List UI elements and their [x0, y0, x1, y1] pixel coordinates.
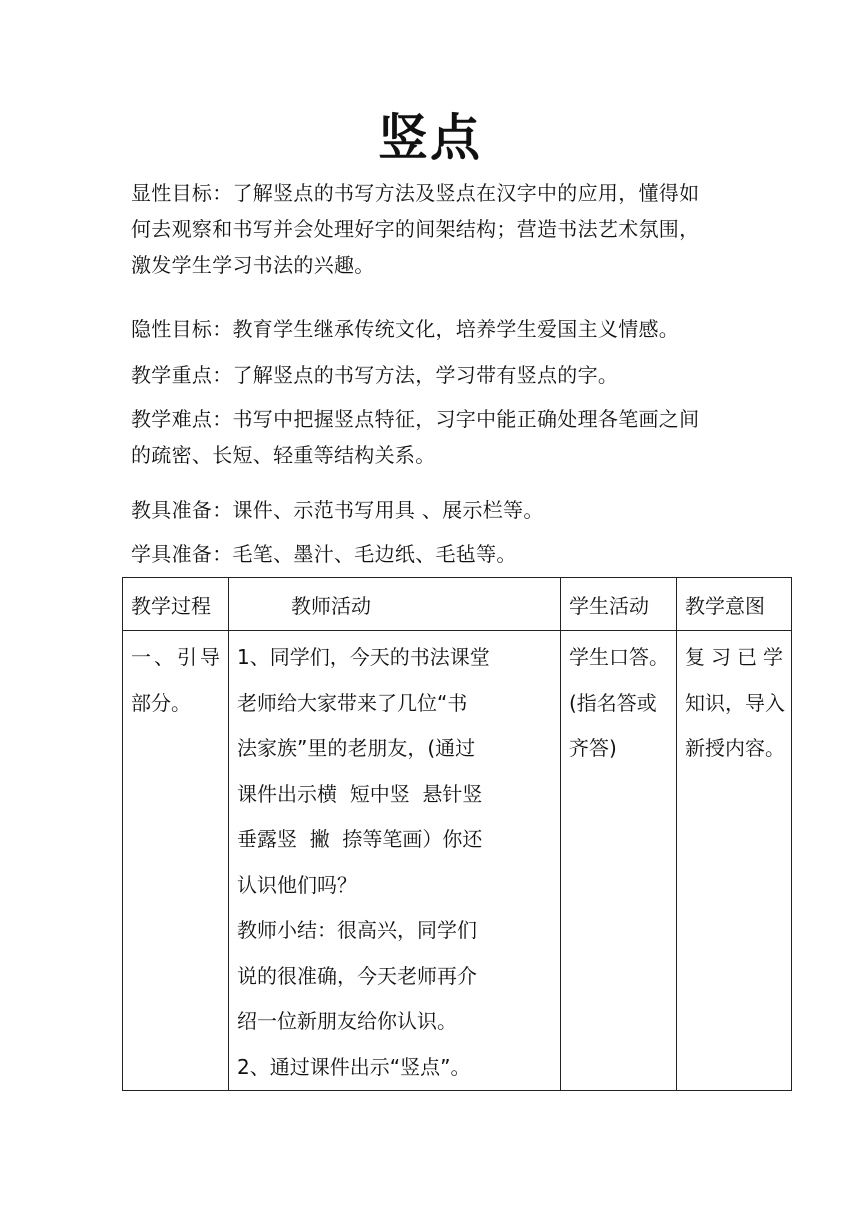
table-row	[123, 631, 792, 1091]
student-line-3: 齐答)	[569, 736, 617, 760]
teacher-line-9: 绍一位新朋友给你认识。	[237, 1009, 457, 1033]
teacher-line-2: 老师给大家带来了几位“书	[237, 690, 468, 715]
teacher-line-1: 1、同学们，今天的书法课堂	[237, 645, 490, 669]
header-process: 教学过程	[123, 578, 229, 631]
key-point-paragraph: 教学重点：了解竖点的书写方法，学习带有竖点的字。	[131, 363, 619, 387]
explicit-goal-line-1: 显性目标：了解竖点的书写方法及竖点在汉字中的应用，懂得如	[131, 181, 700, 205]
explicit-goal-line-3: 激发学生学习书法的兴趣。	[131, 253, 375, 277]
teacher-line-8: 说的很准确，今天老师再介	[237, 963, 477, 988]
cell-teacher-activity	[229, 631, 561, 1091]
difficulty-paragraph	[131, 401, 731, 473]
intent-line-1: 复习已学	[685, 645, 783, 669]
table-header-row	[123, 578, 792, 631]
header-teacher-activity: 教师活动	[229, 578, 561, 631]
difficulty-line-2: 的疏密、长短、轻重等结构关系。	[131, 443, 436, 467]
lesson-plan-table	[122, 577, 792, 1091]
difficulty-line-1: 教学难点：书写中把握竖点特征，习字中能正确处理各笔画之间	[131, 407, 700, 431]
process-line-2: 部分。	[131, 690, 191, 715]
student-line-1: 学生口答。	[569, 645, 669, 669]
teaching-tools-paragraph: 教具准备：课件、示范书写用具 、展示栏等。	[131, 498, 544, 522]
student-tools-paragraph: 学具准备：毛笔、墨汁、毛边纸、毛毡等。	[131, 542, 517, 566]
header-student-activity: 学生活动	[561, 578, 677, 631]
cell-process	[123, 631, 229, 1091]
teacher-line-6: 认识他们吗？	[237, 872, 357, 897]
intent-line-2: 知识，导入	[685, 690, 785, 715]
intent-line-3: 新授内容。	[685, 736, 785, 760]
explicit-goal-paragraph	[131, 175, 731, 283]
cell-intent	[677, 631, 792, 1091]
implicit-goal-paragraph: 隐性目标：教育学生继承传统文化，培养学生爱国主义情感。	[131, 317, 680, 341]
teacher-line-7: 教师小结：很高兴，同学们	[237, 918, 477, 942]
student-line-2: (指名答或	[569, 690, 657, 715]
page-title: 竖点	[378, 109, 482, 167]
teacher-line-5: 垂露竖 撇 捺等笔画）你还	[237, 827, 483, 851]
header-intent: 教学意图	[677, 578, 792, 631]
teacher-line-3: 法家族”里的老朋友，(通过	[237, 736, 476, 760]
teacher-line-4: 课件出示横 短中竖 悬针竖	[237, 781, 483, 806]
explicit-goal-line-2: 何去观察和书写并会处理好字的间架结构；营造书法艺术氛围，	[131, 217, 700, 241]
cell-student-activity	[561, 631, 677, 1091]
process-line-1: 一、引导	[131, 645, 220, 669]
teacher-line-10: 2、通过课件出示“竖点”。	[237, 1054, 471, 1079]
